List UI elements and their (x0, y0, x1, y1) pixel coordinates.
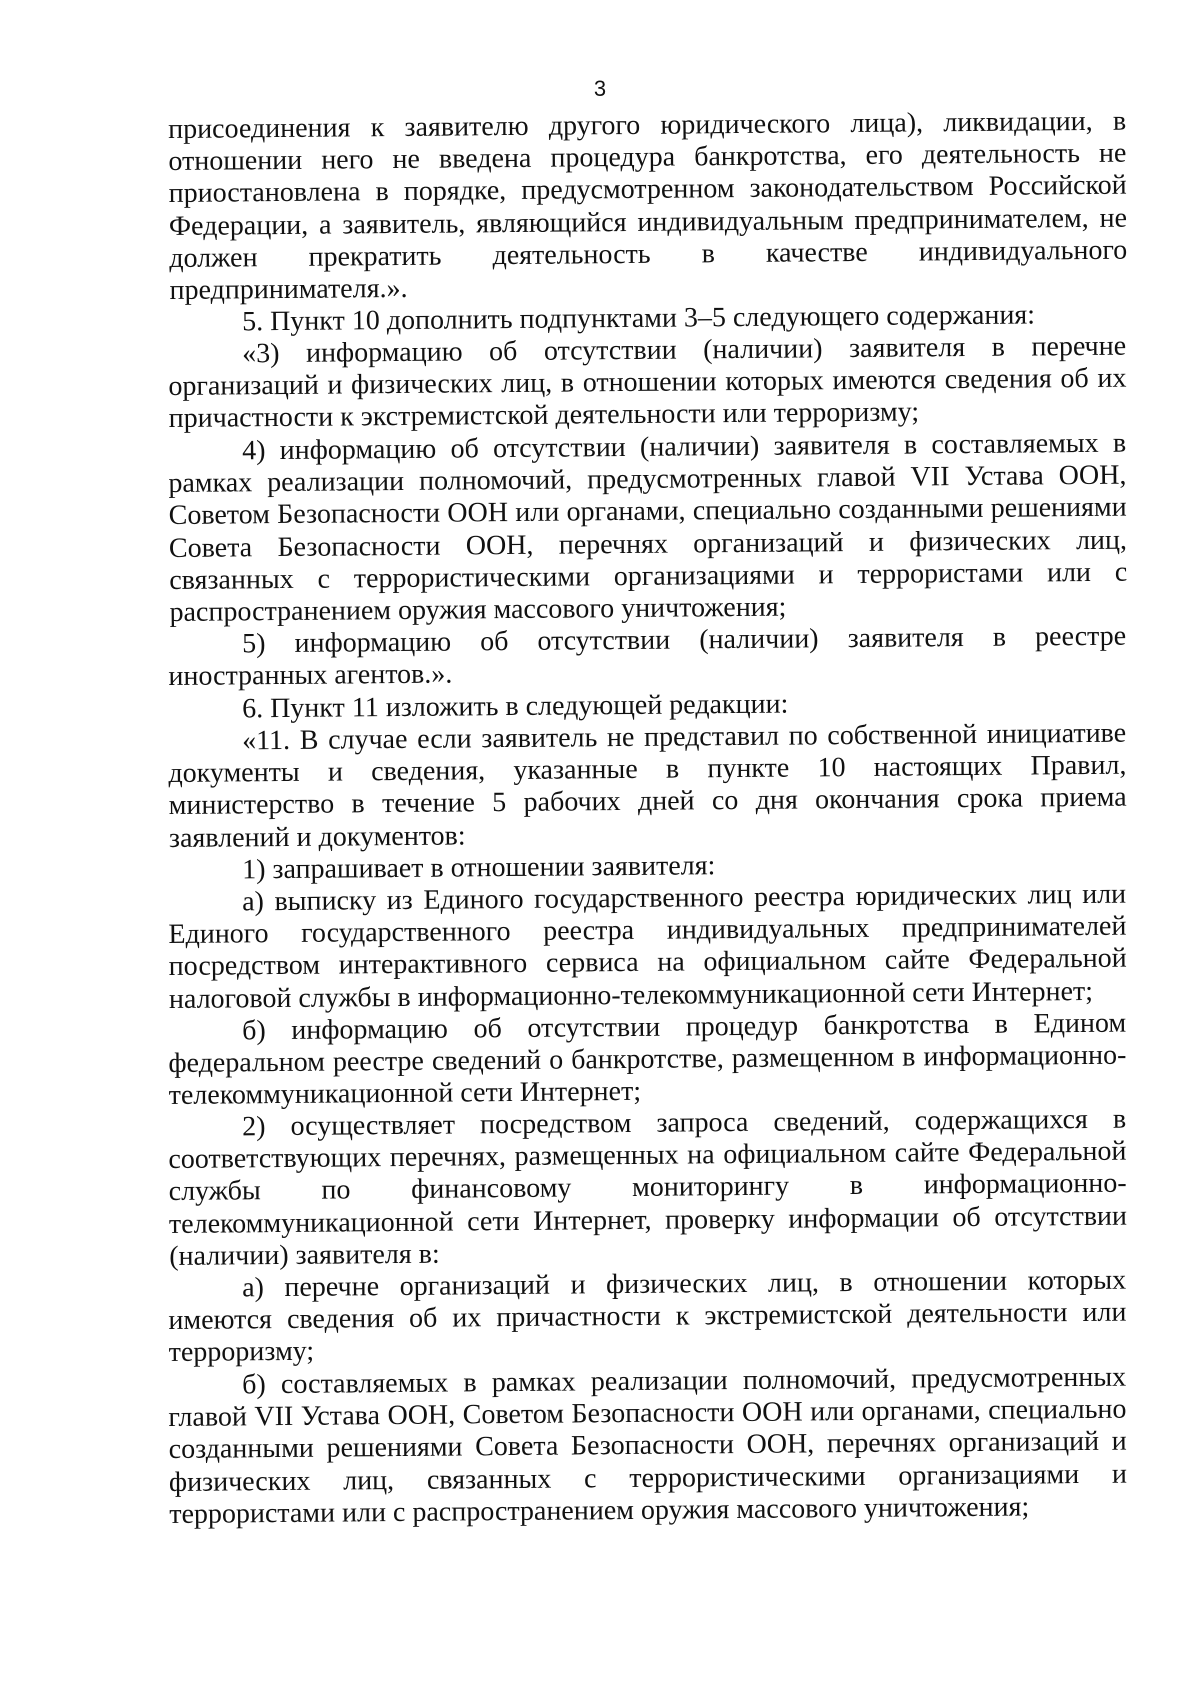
paragraph-subitem-5: 5) информацию об отсутствии (наличии) заявителя в реестре иностранных агентов.». (168, 620, 1127, 693)
page-number: 3 (593, 76, 607, 101)
paragraph-rule-11-sub-2: 2) осуществляет посредством запроса сведений, содержащихся в соответствующих перечнях, размещенных на официальном сайте Федеральной службы по финансовому мониторингу в информационно-телекоммуникационной сети Интернет, проверку информации об отсутствии (наличии) заявителя в: (168, 1103, 1128, 1273)
document-body (168, 105, 1128, 1531)
paragraph-subitem-4: 4) информацию об отсутствии (наличии) заявителя в составляемых в рамках реализации полномочий, предусмотренных главой VII Устава ООН, Советом Безопасности ООН или органами, специально созданными решениями Совета Безопасности ООН, перечнях организаций и физических лиц, связанных с террористическими организациями и террористами или с распространением оружия массового уничтожения; (168, 427, 1128, 629)
paragraph-rule-11-sub-1a: а) выписку из Единого государственного реестра юридических лиц или Единого государственного реестра индивидуальных предпринимателей посредством интерактивного сервиса на официальном сайте Федеральной налоговой службы в информационно-телекоммуникационной сети Интернет; (168, 878, 1127, 1015)
paragraph-rule-11-sub-1b: б) информацию об отсутствии процедур банкротства в Едином федеральном реестре сведений о банкротстве, размещенном в информационно-телекоммуникационной сети Интернет; (168, 1007, 1127, 1112)
paragraph-item-6: 6. Пункт 11 изложить в следующей редакции: (241, 688, 789, 725)
paragraph-rule-11-sub-2a: а) перечне организаций и физических лиц, в отношении которых имеются сведения об их причастности к экстремистской деятельности или терроризму; (168, 1264, 1127, 1369)
paragraph-rule-11-sub-1: 1) запрашивает в отношении заявителя: (241, 849, 716, 886)
paragraph-item-5: 5. Пункт 10 дополнить подпунктами 3–5 следующего содержания: (241, 299, 1036, 338)
paragraph-rule-11-sub-2b: б) составляемых в рамках реализации полномочий, предусмотренных главой VII Устава ООН, Советом Безопасности ООН или органами, специально созданными решениями Совета Безопасности ООН, перечнях организаций и физических лиц, связанных с террористическими организациями и террористами или с распространением оружия массового уничтожения; (168, 1361, 1128, 1530)
paragraph-continuation: присоединения к заявителю другого юридического лица), ликвидации, в отношении него не введена процедура банкротства, его деятельность не приостановлена в порядке, предусмотренном законодательством Российской Федерации, а заявитель, являющийся индивидуальным предпринимателем, не должен прекратить деятельность в качестве индивидуального предпринимателя.». (168, 105, 1128, 307)
paragraph-rule-11: «11. В случае если заявитель не представил по собственной инициативе документы и сведения, указанные в пункте 10 настоящих Правил, министерство в течение 5 рабочих дней со дня окончания срока приема заявлений и документов: (168, 717, 1127, 854)
paragraph-subitem-3: «3) информацию об отсутствии (наличии) заявителя в перечне организаций и физических лиц, в отношении которых имеются сведения об их причастности к экстремистской деятельности или терроризму; (168, 331, 1127, 435)
